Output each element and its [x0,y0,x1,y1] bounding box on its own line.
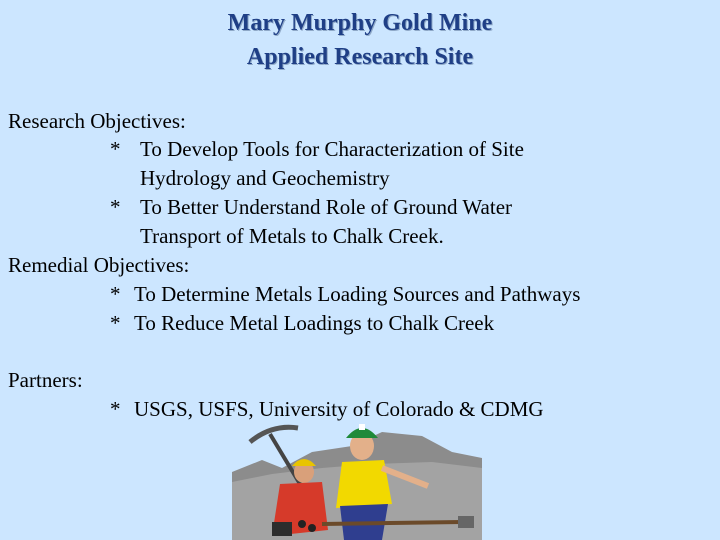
partners-heading: Partners: [8,368,83,392]
research-item-1-line-2: Hydrology and Geochemistry [140,166,390,190]
research-item-2-line-2: Transport of Metals to Chalk Creek. [140,224,444,248]
remedial-item-2: To Reduce Metal Loadings to Chalk Creek [134,311,495,335]
remedial-bullet-1: * [110,282,121,306]
research-item-2-line-1: To Better Understand Role of Ground Water [140,195,513,219]
miners-with-pickaxe-icon [232,412,482,540]
research-item-1-line-1: To Develop Tools for Characterization of Site [140,137,524,161]
remedial-bullet-2: * [110,311,121,335]
partners-bullet: * [110,397,121,421]
remedial-heading: Remedial Objectives: [8,253,190,277]
research-bullet-1: * [110,137,121,161]
remedial-item-1: To Determine Metals Loading Sources and Pathways [134,282,581,306]
research-heading: Research Objectives: [8,109,186,133]
slide-title [0,6,720,74]
partners-item: USGS, USFS, University of Colorado & CDMG [134,397,544,421]
research-bullet-2: * [110,195,121,219]
title-line-1: Mary Murphy Gold Mine [227,10,493,36]
title-line-2: Applied Research Site [246,44,474,70]
